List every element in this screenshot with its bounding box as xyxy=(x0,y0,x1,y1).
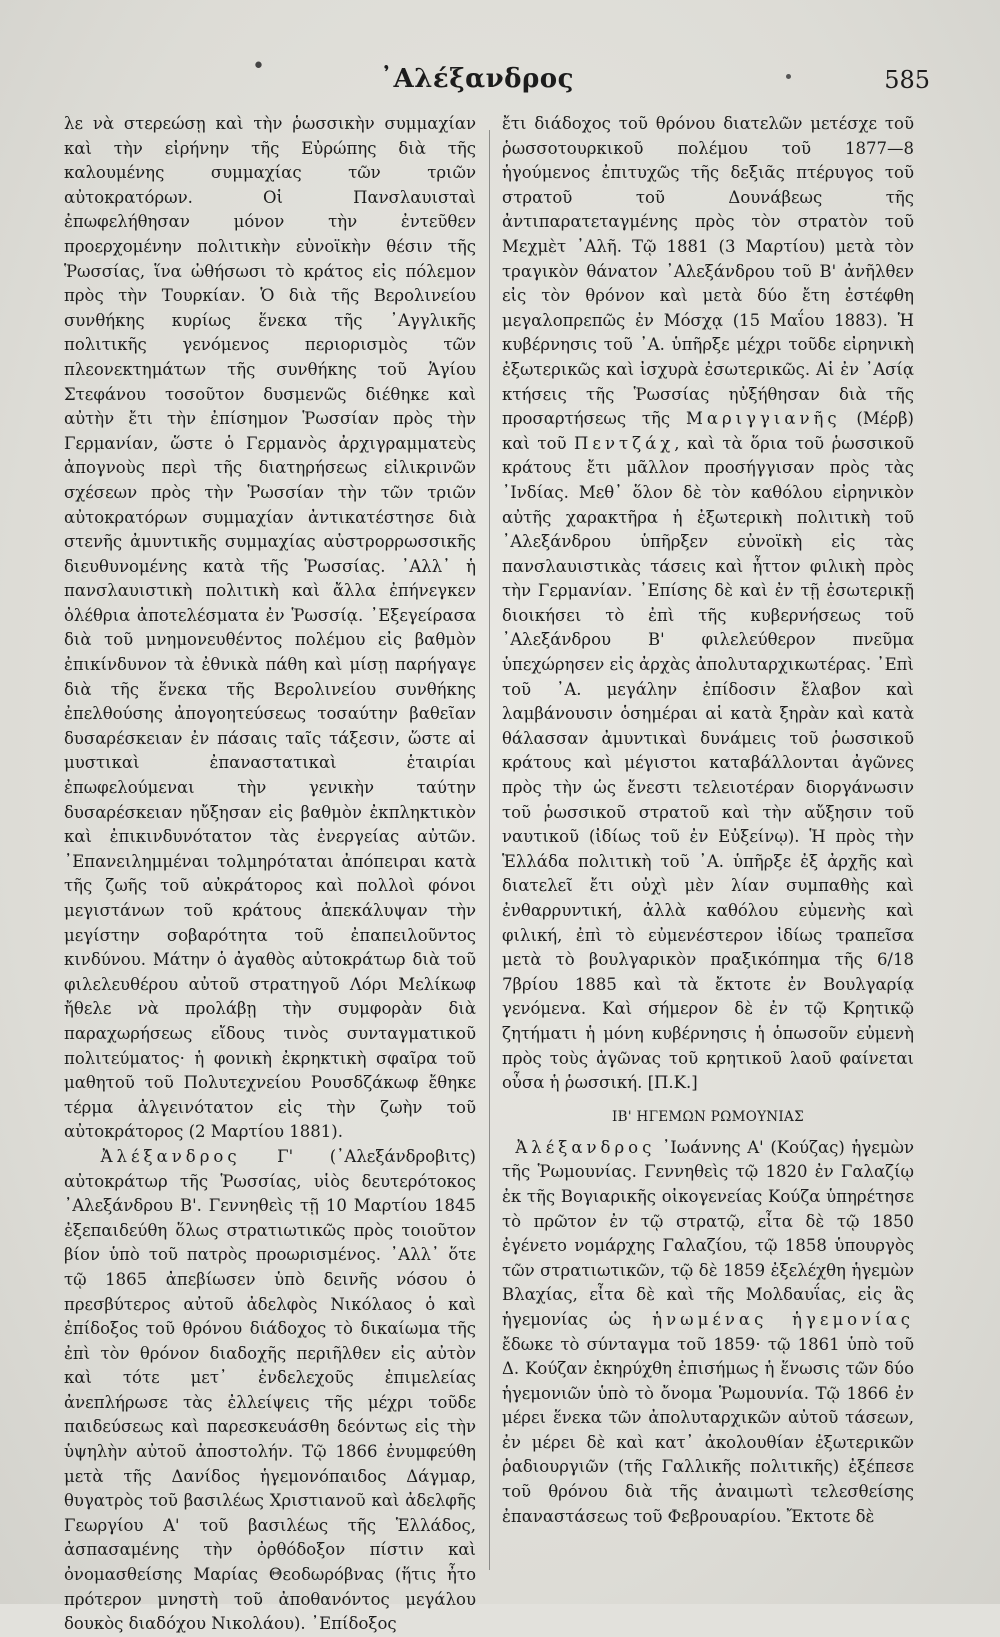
page-number: 585 xyxy=(884,66,930,94)
right-paragraph-2 xyxy=(502,1136,914,1530)
ink-speck: • xyxy=(252,54,265,79)
section-heading: ΙΒ' ΗΓΕΜΩΝ ΡΩΜΟΥΝΙΑΣ xyxy=(612,1108,804,1125)
right-paragraph-1-part-c: , καὶ τὰ ὅρια τοῦ ῥωσσικοῦ κράτους ἔτι μᾶλλον προσήγγισαν πρὸς τὰς ᾿Ινδίας. Μεθ᾿ ὅλον δὲ τὸν καθόλου εἰρηνικὸν αὐτῆς χαρακτῆρα ἡ ἐξωτερικὴ πολιτικὴ τοῦ ᾿Αλεξάνδρου ὑπῆρξεν εὐνοϊκὴ εἰς τὰς πανσλαυιστικὰς τάσεις καὶ ἧττον φιλικὴ πρὸς τὴν Γερμανίαν. ᾿Επίσης δὲ καὶ ἐν τῇ ἐσωτερικῇ διοικήσει τὸ ἐπὶ τῆς κυβερνήσεως τοῦ ᾿Αλεξάνδρου Β' φιλελεύθερον πνεῦμα ὑπεχώρησεν εἰς ἀρχὰς ἀπολυταρχικωτέρας. ᾿Επὶ τοῦ ᾿Α. μεγάλην ἐπίδοσιν ἔλαβον καὶ λαμβάνουσιν ὁσημέραι αἱ κατὰ ξηρὰν καὶ κατὰ θάλασσαν ἀμυντικαὶ δυνάμεις τοῦ ῥωσσικοῦ κράτους καὶ μέγιστοι καταβάλλονται ἀγῶνες πρὸς τὴν ὡς ἔνεστι τελειοτέραν διοργάνωσιν τοῦ ῥωσσικοῦ στρατοῦ καὶ τὴν αὔξησιν τοῦ ναυτικοῦ (ἰδίως τοῦ ἐν Εὐξείνῳ). Ἡ πρὸς τὴν Ἑλλάδα πολιτικὴ τοῦ ᾿Α. ὑπῆρξε ἐξ ἀρχῆς καὶ διατελεῖ ἔτι οὐχὶ μὲν λίαν συμπαθὴς καὶ ἐνθαρρυντική, ἀλλὰ καθόλου εὐμενὴς καὶ φιλική, ἐπὶ τὸ εὐμενέστερον ἰδίως τραπεῖσα μετὰ τὸ βουλγαρικὸν πραξικόπημα τῆς 6/18 7βρίου 1885 καὶ τὰ ἔκτοτε ἐν Βουλγαρίᾳ γενόμενα. Καὶ σήμερον δὲ ἐν τῷ Κρητικῷ ζητήματι ἡ μόνη κυβέρνησις ἡ ὁπωσοῦν εὐμενὴ πρὸς τοὺς ἀγῶνας τοῦ κρητικοῦ λαοῦ φαίνεται οὖσα ἡ ῥωσσική. [Π.Κ.] xyxy=(502,433,914,1093)
entry-headword: Ἀλέξανδρος xyxy=(515,1137,656,1157)
left-paragraph-1: λε νὰ στερεώσῃ καὶ τὴν ῥωσσικὴν συμμαχίαν καὶ τὴν εἰρήνην τῆς Εὐρώπης διὰ τῆς καλουμένης συμμαχίας τῶν τριῶν αὐτοκρατόρων. Οἱ Πανσλαυισταὶ ἐπωφελήθησαν μόνον τὴν ἐντεῦθεν προερχομένην πολιτικὴν εὐνοϊκὴν θέσιν τῆς Ῥωσσίας, ἵνα ὠθήσωσι τὸ κράτος εἰς πόλεμον πρὸς τὴν Τουρκίαν. Ὁ διὰ τῆς Βερολινείου συνθήκης κυρίως ἕνεκα τῆς ᾿Αγγλικῆς πολιτικῆς γενόμενος περιορισμὸς τῶν πλεονεκτημάτων τῆς συνθήκης τοῦ Ἁγίου Στεφάνου τοσοῦτον δυσμενῶς διέθηκε καὶ αὐτὴν ἔτι τὴν ἐπίσημον Ῥωσσίαν πρὸς τὴν Γερμανίαν, ὥστε ὁ Γερμανὸς ἀρχιγραμματεὺς ἀπογνοὺς περὶ τῆς διατηρήσεως εἰλικρινῶν σχέσεων πρὸς τὴν Ῥωσσίαν τὴν τῶν τριῶν αὐτοκρατόρων συμμαχίαν ἀντικατέστησε διὰ στενῆς ἀμυντικῆς συμμαχίας αὐστρορρωσσικῆς διευθυνομένης κατὰ τῆς Ῥωσσίας. ᾿Αλλ᾿ ἡ πανσλαυιστικὴ πολιτικὴ καὶ ἄλλα ἐπήνεγκεν ὀλέθρια ἀποτελέσματα ἐν Ῥωσσίᾳ. ᾿Εξεγείρασα διὰ τοῦ μνημονευθέντος πολέμου εἰς βαθμὸν ἐπικίνδυνον τὰ ἐθνικὰ πάθη καὶ μίσῃ παρήγαγε διὰ τῆς ἕνεκα τῆς Βερολινείου συνθήκης ἐπελθούσης ἀπογοητεύσεως τοσαύτην βαθεῖαν δυσαρέσκειαν ἐν πάσαις ταῖς τάξεσιν, ὥστε αἱ μυστικαὶ ἐπαναστατικαὶ ἑταιρίαι ἐπωφελούμεναι τὴν γενικὴν ταύτην δυσαρέσκειαν ηὔξησαν εἰς βαθμὸν ἐκπληκτικὸν καὶ ἐπικινδυνότατον τὰς ἐνεργείας αὐτῶν. ᾿Επανειλημμέναι τολμηρόταται ἀπόπειραι κατὰ τῆς ζωῆς τοῦ αὐκράτορος καὶ πολλοὶ φόνοι μεγιστάνων τοῦ κράτους ἀπεκάλυψαν τὴν μεγίστην σοβαρότητα τοῦ ἐπαπειλοῦντος κινδύνου. Μάτην ὁ ἀγαθὸς αὐτοκράτωρ διὰ τοῦ φιλελευθέρου αὐτοῦ στρατηγοῦ Λόρι Μελίκωφ ἤθελε νὰ προλάβῃ τὴν συμφορὰν διὰ παραχωρήσεως εἴδους τινὸς συνταγματικοῦ πολιτεύματος· ἡ φονικὴ ἐκρηκτικὴ σφαῖρα τοῦ μαθητοῦ τοῦ Πολυτεχνείου Ρουσδζάκωφ ἔθηκε τέρμα ἀλγεινότατον εἰς τὴν ζωὴν τοῦ αὐτοκράτορος (2 Μαρτίου 1881). xyxy=(64,114,476,1142)
running-header xyxy=(60,54,930,100)
place-name-spaced: Πεντζάχ xyxy=(574,433,675,453)
left-paragraph-2 xyxy=(64,1145,476,1637)
running-title xyxy=(60,64,922,94)
entry-headword: Ἀλέξανδρος xyxy=(100,1146,241,1166)
running-title-text: ᾿Αλέξανδρος xyxy=(380,64,574,94)
right-paragraph-1 xyxy=(502,112,914,1096)
right-paragraph-2-part-a: ᾿Ιωάννης Α' (Κούζας) ἡγεμὼν τῆς Ῥωμουνίας. Γεννηθεὶς τῷ 1820 ἐν Γαλαζίῳ ἐκ τῆς Βογιαρικῆς οἰκογενείας Κούζα ὑπηρέτησε τὸ πρῶτον ἐν τῷ στρατῷ, εἶτα δὲ τῷ 1850 ἐγένετο νομάρχης Γαλαζίου, τῷ 1858 ὑπουργὸς τῶν στρατιωτικῶν, τῷ δὲ 1859 ἐξελέχθη ἡγεμὼν Βλαχίας, εἶτα δὲ καὶ τῆς Μολδαυΐας, εἰς ἃς ἡγεμονίας ὡς xyxy=(502,1137,914,1329)
right-paragraph-1-part-a: ἔτι διάδοχος τοῦ θρόνου διατελῶν μετέσχε τοῦ ῥωσσοτουρκικοῦ πολέμου τοῦ 1877—8 ἡγούμενος ἐπιτυχῶς τῆς δεξιᾶς πτέρυγος τοῦ στρατοῦ τοῦ Δουνάβεως τῆς ἀντιπαρατεταγμένης πρὸς τὸν στρατὸν τοῦ Μεχμὲτ ᾿Αλῆ. Τῷ 1881 (3 Μαρτίου) μετὰ τὸν τραγικὸν θάνατον ᾿Αλεξάνδρου τοῦ Β' ἀνῆλθεν εἰς τὸν θρόνον καὶ μετὰ δύο ἔτη ἐστέφθη μεγαλοπρεπῶς ἐν Μόσχᾳ (15 Μαΐου 1883). Ἡ κυβέρνησις τοῦ ᾿Α. ὑπῆρξε μέχρι τοῦδε εἰρηνικὴ ἐξωτερικῶς καὶ ἰσχυρὰ ἐσωτερικῶς. Αἱ ἐν ᾿Ασίᾳ κτήσεις τῆς Ῥωσσίας ηὐξήθησαν διὰ τῆς προσαρτήσεως τῆς xyxy=(502,114,914,429)
spaced-phrase: ἡνωμένας ἡγεμονίας xyxy=(652,1309,914,1329)
column-divider xyxy=(489,130,490,1570)
right-paragraph-1-part-b: (Μέρβ) καὶ τοῦ xyxy=(502,409,914,453)
left-column xyxy=(64,112,476,1637)
right-paragraph-2-part-b: ἔδωκε τὸ σύνταγμα τοῦ 1859· τῷ 1861 ὑπὸ τοῦ Δ. Κούζαν ἐκηρύχθη ἐπισήμως ἡ ἕνωσις τῶν δύο ἡγεμονιῶν ὑπὸ τὸ ὄνομα Ῥωμουνία. Τῷ 1866 ἐν μέρει ἕνεκα τῶν ἀπολυταρχικῶν αὐτοῦ τάσεων, ἐν μέρει δὲ καὶ κατ᾿ ἀκολουθίαν ἐξωτερικῶν ῥαδιουργιῶν (τῆς Γαλλικῆς πολιτικῆς) ἐξέπεσε τοῦ θρόνου διὰ τῆς ἀναιμωτὶ τελεσθείσης ἐπαναστάσεως τοῦ Φεβρουαρίου. Ἔκτοτε δὲ xyxy=(502,1334,914,1526)
left-paragraph-2-body: Γ' (᾿Αλεξάνδροβιτς) αὐτοκράτωρ τῆς Ῥωσσίας, υἱὸς δευτερότοκος ᾿Αλεξάνδρου Β'. Γεννηθεὶς τῇ 10 Μαρτίου 1845 ἐξεπαιδεύθη ὅλως στρατιωτικῶς πρὸς τοιοῦτον βίον ὑπὸ τοῦ πατρὸς προωρισμένος. ᾿Αλλ᾿ ὅτε τῷ 1865 ἀπεβίωσεν ὑπὸ δεινῆς νόσου ὁ πρεσβύτερος αὐτοῦ ἀδελφὸς Νικόλαος ὁ καὶ ἐπίδοξος τοῦ θρόνου διάδοχος τὸ δικαίωμα τῆς ἐπὶ τὸν θρόνον διαδοχῆς περιῆλθεν εἰς αὐτὸν καὶ τότε μετ᾿ ἐνδελεχοῦς ἐπιμελείας ἀνεπλήρωσε τὰς ἐλλείψεις τῆς μέχρι τοῦδε παιδεύσεως καὶ παρεσκευάσθη δεόντως εἰς τὴν ὑψηλὴν αὐτοῦ ἀποστολήν. Τῷ 1866 ἐνυμφεύθη μετὰ τῆς Δανίδος ἡγεμονόπαιδος Δάγμαρ, θυγατρὸς τοῦ βασιλέως Χριστιανοῦ καὶ ἀδελφῆς Γεωργίου Α' τοῦ βασιλέως τῆς Ἑλλάδος, ἀσπασαμένης τὴν ὀρθόδοξον πίστιν καὶ ὀνομασθείσης Μαρίας Θεοδωρόβνας (ἥτις ἦτο πρότερον μνηστὴ τοῦ ἀποθανόντος μεγάλου δουκὸς διαδόχου Νικολάου). ᾿Επίδοξος xyxy=(64,1146,476,1634)
place-name-spaced: Μαριγγιανῆς xyxy=(685,409,841,429)
ink-dot xyxy=(786,74,791,79)
right-column xyxy=(502,112,914,1529)
